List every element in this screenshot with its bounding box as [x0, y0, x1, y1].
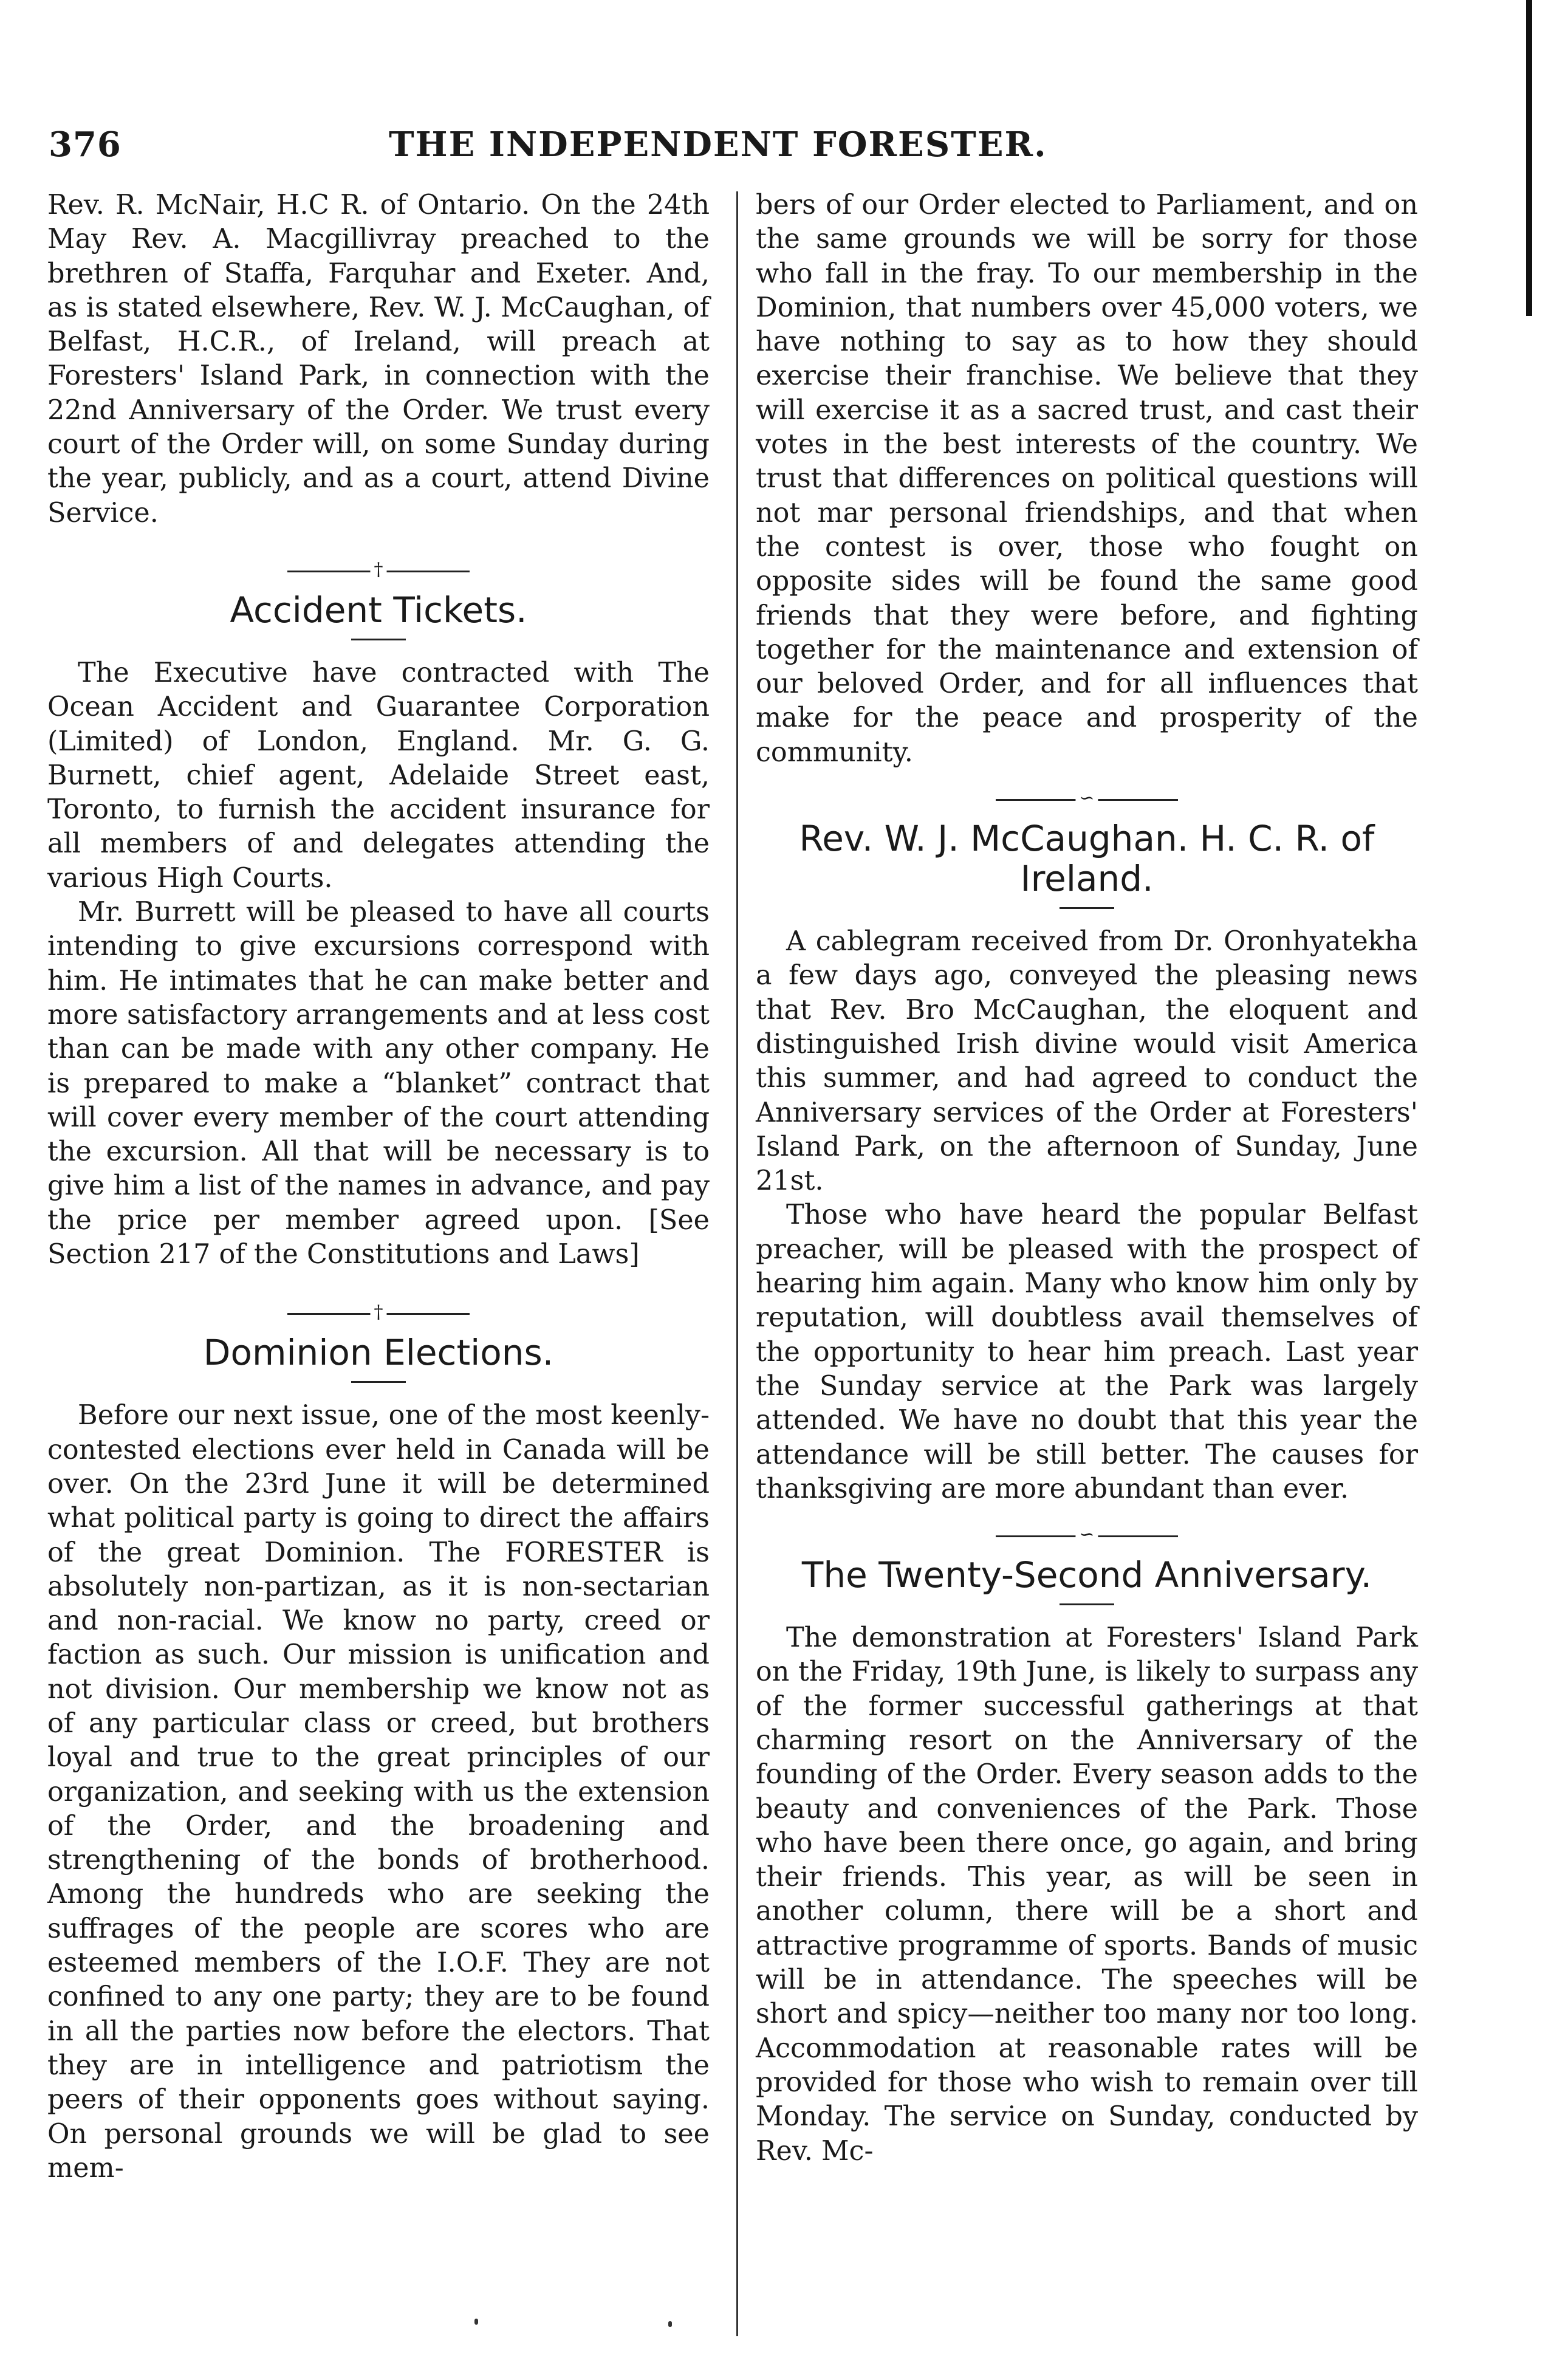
heading-rule: [1060, 1603, 1114, 1605]
heading-rule: [1060, 907, 1114, 909]
dominion-elections-heading: Dominion Elections.: [203, 1332, 554, 1374]
mccaughan-paragraph-1: A cablegram received from Dr. Oronhyatekha a few days ago, conveyed the pleasing news that Rev. Bro McCaughan, the eloquent and distinguished Irish divine would visit America this summer, and had agreed to conduct the Anniversary services of the Order at Foresters' Island Park, on the afternoon of Sunday, June 21st.: [756, 926, 1418, 1197]
section-ornament: [47, 554, 710, 590]
accident-tickets-heading: Accident Tickets.: [230, 589, 527, 631]
page-header: [0, 125, 1568, 179]
intro-paragraph: Rev. R. McNair, H.C R. of Ontario. On the 24th May Rev. A. Macgillivray preached to the brethren of Staffa, Farquhar and Exeter. And, as is stated elsewhere, Rev. W. J. McCaughan, of Belfast, H.C.R., of Ireland, will preach at Foresters' Island Park, in connection with the 22nd Anniversary of the Order. We trust every court of the Order will, on some Sunday during the year, publicly, and as a court, attend Divine Service.: [47, 190, 710, 529]
heading-rule: [351, 1381, 406, 1383]
print-speck: [474, 2319, 478, 2325]
ornament-mark: ∽: [1075, 789, 1098, 808]
heading-rule: [351, 639, 406, 640]
mccaughan-heading: Rev. W. J. McCaughan. H. C. R. of Ireland.: [799, 818, 1375, 900]
section-ornament: [47, 1296, 710, 1332]
dominion-elections-paragraph: Before our next issue, one of the most keenly-contested elections ever held in Canada will be over. On the 23rd June it will be determined what political party is going to direct the affairs of the great Dominion. The FORESTER is absolutely non-partizan, as it is non-sectarian and non-racial. We know no party, creed or faction as such. Our mission is unification and not division. Our membership we know not as of any particular class or creed, but brothers loyal and true to the great principles of our organization, and seeking with us the extension of the Order, and the broadening and strengthening of the bonds of brotherhood. Among the hundreds who are seeking the suffrages of the people are scores who are esteemed members of the I.O.F. They are not confined to any one party; they are to be found in all the parties now before the electors. That they are in intelligence and patriotism the peers of their opponents goes without saying. On personal grounds we will be glad to see mem-: [47, 1400, 710, 2184]
mccaughan-paragraph-2: Those who have heard the popular Belfast preacher, will be pleased with the prospect of hearing him again. Many who know him only by reputation, will doubtless avail themselves of the opportunity to hear him preach. Last year the Sunday service at the Park was largely attended. We have no doubt that this year the attendance will be still better. The causes for thanksgiving are more abundant than ever.: [756, 1199, 1418, 1504]
accident-tickets-paragraph-2: Mr. Burrett will be pleased to have all courts intending to give excursions correspond with him. He intimates that he can make better and more satisfactory arrangements and at less cost than can be made with any other company. He is prepared to make a “blanket” contract that will cover every member of the court attending the excursion. All that will be necessary is to give him a list of the names in advance, and pay the price per member agreed upon. [See Section 217 of the Constitutions and Laws]: [47, 897, 710, 1270]
journal-title: THE INDEPENDENT FORESTER.: [389, 125, 1047, 165]
ornament-mark: †: [371, 1303, 387, 1322]
left-column: [47, 188, 710, 2186]
ornament-mark: ∽: [1075, 1526, 1098, 1544]
section-ornament: [756, 782, 1418, 818]
right-column: [756, 188, 1418, 2169]
anniversary-paragraph: The demonstration at Foresters' Island Park on the Friday, 19th June, is likely to surpass any of the former successful gatherings at that charming resort on the Anniversary of the founding of the Order. Every season adds to the beauty and conveniences of the Park. Those who have been there once, go again, and bring their friends. This year, as will be seen in another column, there will be a short and attractive programme of sports. Bands of music will be in attendance. The speeches will be short and spicy—neither too many nor too long. Accommodation at reasonable rates will be provided for those who wish to remain over till Monday. The service on Sunday, conducted by Rev. Mc-: [756, 1622, 1418, 2167]
ornament-mark: †: [371, 561, 387, 579]
print-speck: [668, 2321, 672, 2327]
accident-tickets-paragraph-1: The Executive have contracted with The Ocean Accident and Guarantee Corporation (Limited) of London, England. Mr. G. G. Burnett, chief agent, Adelaide Street east, Toronto, to furnish the accident insurance for all members of and delegates attending the various High Courts.: [47, 657, 710, 894]
anniversary-heading: The Twenty-Second Anniversary.: [801, 1554, 1372, 1596]
section-ornament: [756, 1518, 1418, 1555]
elections-continued-paragraph: bers of our Order elected to Parliament, and on the same grounds we will be sorry for those who fall in the fray. To our membership in the Dominion, that numbers over 45,000 voters, we have nothing to say as to how they should exercise their franchise. We believe that they will exercise it as a sacred trust, and cast their votes in the best interests of the country. We trust that differences on political questions will not mar personal friendships, and that when the contest is over, those who fought on opposite sides will be found the same good friends that they were before, and fighting together for the maintenance and extension of our beloved Order, and for all influences that make for the peace and prosperity of the community.: [756, 190, 1418, 768]
column-divider: [736, 191, 738, 2336]
page-number: 376: [49, 125, 122, 165]
